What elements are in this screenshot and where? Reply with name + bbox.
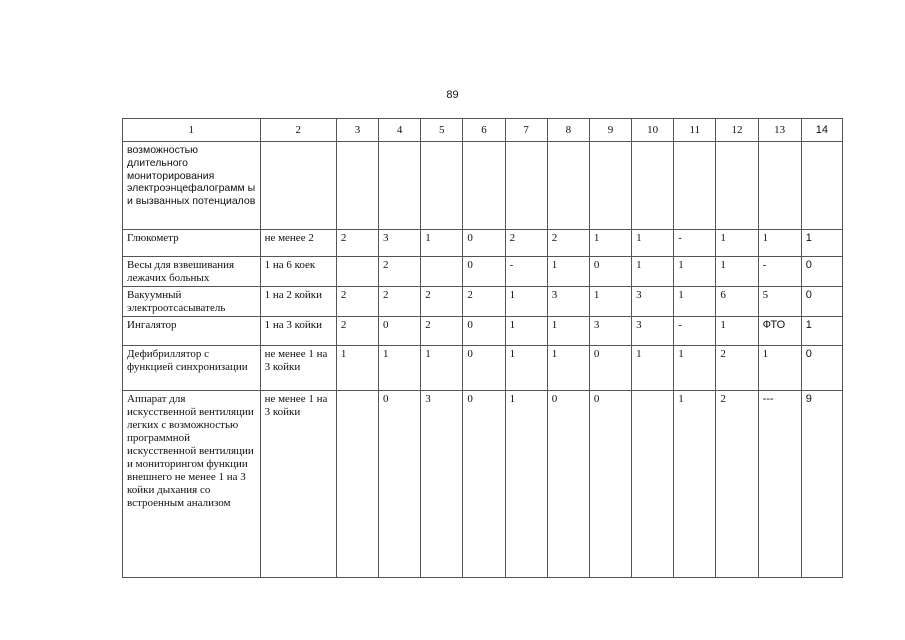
equipment-norm: не менее 1 на 3 койки xyxy=(260,346,336,391)
table-cell: 1 xyxy=(505,391,547,578)
equipment-table xyxy=(122,118,843,578)
table-cell: 2 xyxy=(421,287,463,317)
column-header: 3 xyxy=(336,119,378,142)
table-cell: 1 xyxy=(505,317,547,346)
table-cell: 3 xyxy=(421,391,463,578)
table-cell: 3 xyxy=(589,317,631,346)
table-cell: - xyxy=(674,230,716,257)
table-cell: 1 xyxy=(674,287,716,317)
table-cell: 2 xyxy=(547,230,589,257)
table-cell: 1 xyxy=(674,346,716,391)
table-cell: 0 xyxy=(589,346,631,391)
table-cell: 0 xyxy=(547,391,589,578)
table-cell: 2 xyxy=(716,391,758,578)
table-cell: 3 xyxy=(547,287,589,317)
equipment-name: Дефибриллятор с функцией синхронизации xyxy=(123,346,261,391)
table-cell: - xyxy=(758,257,801,287)
table-cell: 1 xyxy=(801,230,842,257)
table-cell: 1 xyxy=(674,257,716,287)
table-cell: 1 xyxy=(716,257,758,287)
table-cell: 1 xyxy=(547,317,589,346)
equipment-norm: не менее 1 на 3 койки xyxy=(260,391,336,578)
table-cell: 0 xyxy=(589,257,631,287)
table-cell: 0 xyxy=(463,391,505,578)
table-cell: 2 xyxy=(379,257,421,287)
table-row xyxy=(123,230,843,257)
table-cell: 6 xyxy=(716,287,758,317)
table-row xyxy=(123,391,843,578)
table-cell: 2 xyxy=(505,230,547,257)
table-cell: 1 xyxy=(505,287,547,317)
table-cell: 1 xyxy=(632,257,674,287)
table-cell: 5 xyxy=(758,287,801,317)
table-cell: 3 xyxy=(379,230,421,257)
table-cell: 1 xyxy=(589,230,631,257)
table-cell xyxy=(336,391,378,578)
column-header: 12 xyxy=(716,119,758,142)
table-cell: 1 xyxy=(379,346,421,391)
equipment-name: возможностью длительного мониторирования электроэнцефалограмм ы и вызванных потенциалов xyxy=(123,142,261,230)
equipment-name: Аппарат для искусственной вентиляции легких с возможностью программной искусственной вентиляции и мониторингом функции внешнего не менее 1 на 3 койки дыхания со встроенным анализом xyxy=(123,391,261,578)
table-row-continuation xyxy=(123,142,843,230)
table-cell: 0 xyxy=(589,391,631,578)
column-header: 6 xyxy=(463,119,505,142)
table-cell: 1 xyxy=(547,257,589,287)
table-cell: 3 xyxy=(632,287,674,317)
table-cell: 9 xyxy=(801,391,842,578)
table-cell: 1 xyxy=(505,346,547,391)
column-header: 1 xyxy=(123,119,261,142)
table-cell: 0 xyxy=(801,287,842,317)
page-number: 89 xyxy=(446,89,459,101)
table-cell: 3 xyxy=(632,317,674,346)
table-cell xyxy=(632,391,674,578)
table-cell: 0 xyxy=(463,230,505,257)
table-cell: - xyxy=(505,257,547,287)
table-cell: 1 xyxy=(716,317,758,346)
table-cell: 0 xyxy=(801,257,842,287)
table-cell: 0 xyxy=(379,391,421,578)
table-cell: 1 xyxy=(421,346,463,391)
column-header: 14 xyxy=(801,119,842,142)
table-cell: 1 xyxy=(632,230,674,257)
table-cell: 2 xyxy=(336,317,378,346)
table-cell: 1 xyxy=(547,346,589,391)
table-row xyxy=(123,317,843,346)
equipment-name: Ингалятор xyxy=(123,317,261,346)
table-cell: 1 xyxy=(758,346,801,391)
table-cell: 2 xyxy=(463,287,505,317)
table-cell: 0 xyxy=(801,346,842,391)
table-cell: 1 xyxy=(801,317,842,346)
table-cell: 0 xyxy=(379,317,421,346)
table-cell: 2 xyxy=(336,230,378,257)
table-row xyxy=(123,287,843,317)
equipment-name: Глюкометр xyxy=(123,230,261,257)
table-cell: ФТО xyxy=(758,317,801,346)
table-cell: 1 xyxy=(758,230,801,257)
table-cell: 2 xyxy=(379,287,421,317)
column-header: 8 xyxy=(547,119,589,142)
table-cell: - xyxy=(674,317,716,346)
table-cell: --- xyxy=(758,391,801,578)
table-cell: 0 xyxy=(463,257,505,287)
equipment-norm: не менее 2 xyxy=(260,230,336,257)
table-row xyxy=(123,346,843,391)
table-cell: 1 xyxy=(336,346,378,391)
table-cell xyxy=(336,257,378,287)
column-header: 7 xyxy=(505,119,547,142)
table-cell: 0 xyxy=(463,346,505,391)
column-header: 11 xyxy=(674,119,716,142)
equipment-norm: 1 на 3 койки xyxy=(260,317,336,346)
table-cell: 0 xyxy=(463,317,505,346)
equipment-name: Вакуумный электроотсасыватель xyxy=(123,287,261,317)
equipment-norm: 1 на 2 койки xyxy=(260,287,336,317)
table-cell: 1 xyxy=(674,391,716,578)
column-header: 13 xyxy=(758,119,801,142)
table-cell: 1 xyxy=(716,230,758,257)
column-header: 2 xyxy=(260,119,336,142)
equipment-norm: 1 на 6 коек xyxy=(260,257,336,287)
table-cell: 1 xyxy=(589,287,631,317)
table-header-row xyxy=(123,119,843,142)
table-cell: 2 xyxy=(336,287,378,317)
table-row xyxy=(123,257,843,287)
column-header: 9 xyxy=(589,119,631,142)
table-cell: 1 xyxy=(421,230,463,257)
column-header: 10 xyxy=(632,119,674,142)
table-cell: 2 xyxy=(716,346,758,391)
column-header: 5 xyxy=(421,119,463,142)
table-cell: 1 xyxy=(632,346,674,391)
table-cell: 2 xyxy=(421,317,463,346)
table-cell xyxy=(421,257,463,287)
column-header: 4 xyxy=(379,119,421,142)
equipment-name: Весы для взвешивания лежачих больных xyxy=(123,257,261,287)
